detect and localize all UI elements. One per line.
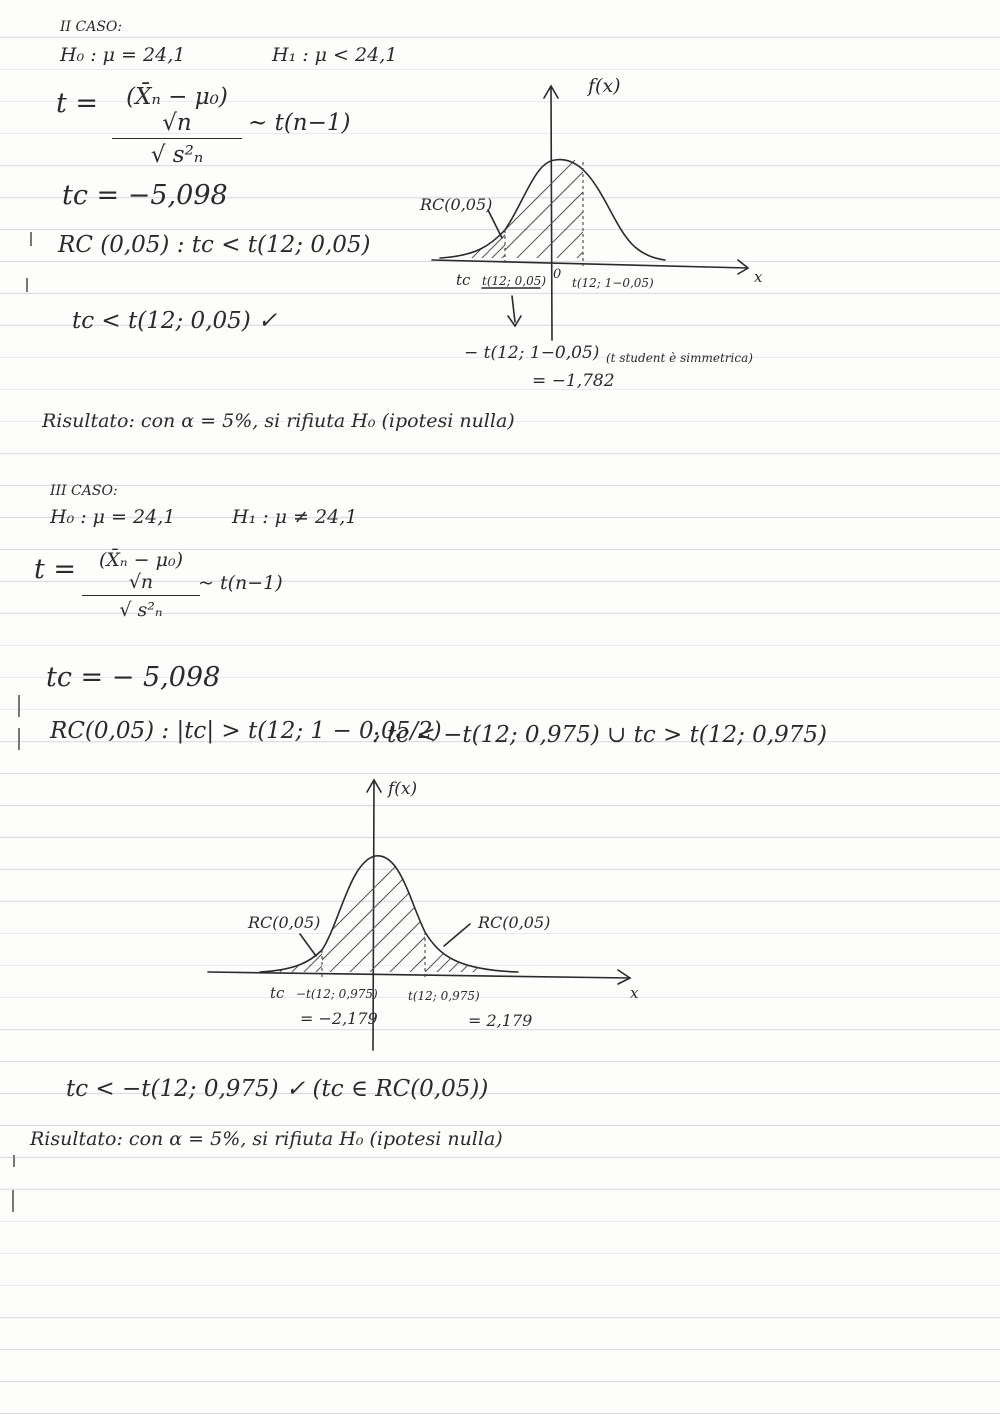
case3-stat-fraction xyxy=(82,549,200,621)
case2-stat-lhs: t = xyxy=(56,88,99,119)
case2-distribution-graph xyxy=(420,70,780,400)
rc-left-pointer xyxy=(300,934,316,956)
case3-stat-numerator: (X̄ₙ − μ₀) √n xyxy=(82,549,200,596)
tick-zero: 0 xyxy=(553,267,562,282)
case2-heading: II CASO: xyxy=(60,19,123,35)
margin-mark xyxy=(13,1155,15,1167)
case3-stat-distribution: ~ t(n−1) xyxy=(198,572,283,594)
tick-tc: tc xyxy=(456,271,471,289)
x-axis-label: x xyxy=(754,268,763,286)
margin-mark xyxy=(12,1190,14,1212)
margin-mark xyxy=(18,728,20,750)
case2-check: tc < t(12; 0,05) ✓ xyxy=(72,308,278,334)
left-quantile-value: = −2,179 xyxy=(300,1009,378,1028)
x-axis xyxy=(432,260,748,268)
rc-label: RC(0,05) xyxy=(420,195,493,214)
margin-mark xyxy=(30,232,32,246)
arrow-down xyxy=(512,296,515,322)
case3-heading: III CASO: xyxy=(50,483,118,499)
case3-null-hypothesis: H₀ : μ = 24,1 xyxy=(50,506,176,528)
case3-rejection-region-split: : tc < −t(12; 0,975) ∪ tc > t(12; 0,975) xyxy=(372,722,827,748)
below-expression: − t(12; 1−0,05) xyxy=(464,343,600,363)
case2-null-hypothesis: H₀ : μ = 24,1 xyxy=(60,44,186,66)
case2-tc-value: tc = −5,098 xyxy=(62,180,228,211)
case3-result: Risultato: con α = 5%, si rifiuta H₀ (ipotesi nulla) xyxy=(30,1128,503,1150)
rc-left-label: RC(0,05) xyxy=(248,913,321,932)
margin-mark xyxy=(18,695,20,717)
x-axis-arrow xyxy=(618,970,630,984)
margin-mark xyxy=(26,278,28,292)
case2-stat-fraction xyxy=(112,84,242,168)
case3-alt-hypothesis: H₁ : μ ≠ 24,1 xyxy=(232,506,358,528)
case2-alt-hypothesis: H₁ : μ < 24,1 xyxy=(272,44,398,66)
rc-right-label: RC(0,05) xyxy=(478,913,551,932)
case3-check: tc < −t(12; 0,975) ✓ (tc ∈ RC(0,05)) xyxy=(66,1076,489,1102)
case2-stat-denominator: √ s²ₙ xyxy=(150,142,204,168)
tick-right-quantile: t(12; 1−0,05) xyxy=(572,276,654,290)
case2-stat-distribution: ~ t(n−1) xyxy=(248,110,351,136)
case2-rejection-region: RC (0,05) : tc < t(12; 0,05) xyxy=(58,232,371,258)
case3-rejection-region: RC(0,05) : |tc| > t(12; 1 − 0,05/2) xyxy=(50,718,442,744)
y-axis-label: f(x) xyxy=(388,779,418,799)
tick-tc: tc xyxy=(270,984,285,1002)
case2-stat-numerator: (X̄ₙ − μ₀) √n xyxy=(112,84,242,139)
y-axis-label: f(x) xyxy=(588,75,621,97)
case3-stat-lhs: t = xyxy=(34,554,77,585)
below-value: = −1,782 xyxy=(532,371,615,391)
tick-left-quantile: t(12; 0,05) xyxy=(482,274,547,288)
case3-stat-denominator: √ s²ₙ xyxy=(119,599,163,621)
case3-distribution-graph xyxy=(200,772,660,1062)
rc-pointer xyxy=(488,210,502,238)
tick-right-quantile: t(12; 0,975) xyxy=(408,989,480,1003)
rc-right-pointer xyxy=(444,924,470,946)
tick-left-quantile: −t(12; 0,975) xyxy=(296,987,378,1001)
x-axis xyxy=(208,972,630,978)
case3-tc-value: tc = − 5,098 xyxy=(46,662,221,693)
y-axis xyxy=(551,88,552,340)
right-quantile-value: = 2,179 xyxy=(468,1011,533,1030)
below-note: (t student è simmetrica) xyxy=(606,351,753,365)
x-axis-label: x xyxy=(630,984,639,1002)
case2-result: Risultato: con α = 5%, si rifiuta H₀ (ipotesi nulla) xyxy=(42,410,515,432)
